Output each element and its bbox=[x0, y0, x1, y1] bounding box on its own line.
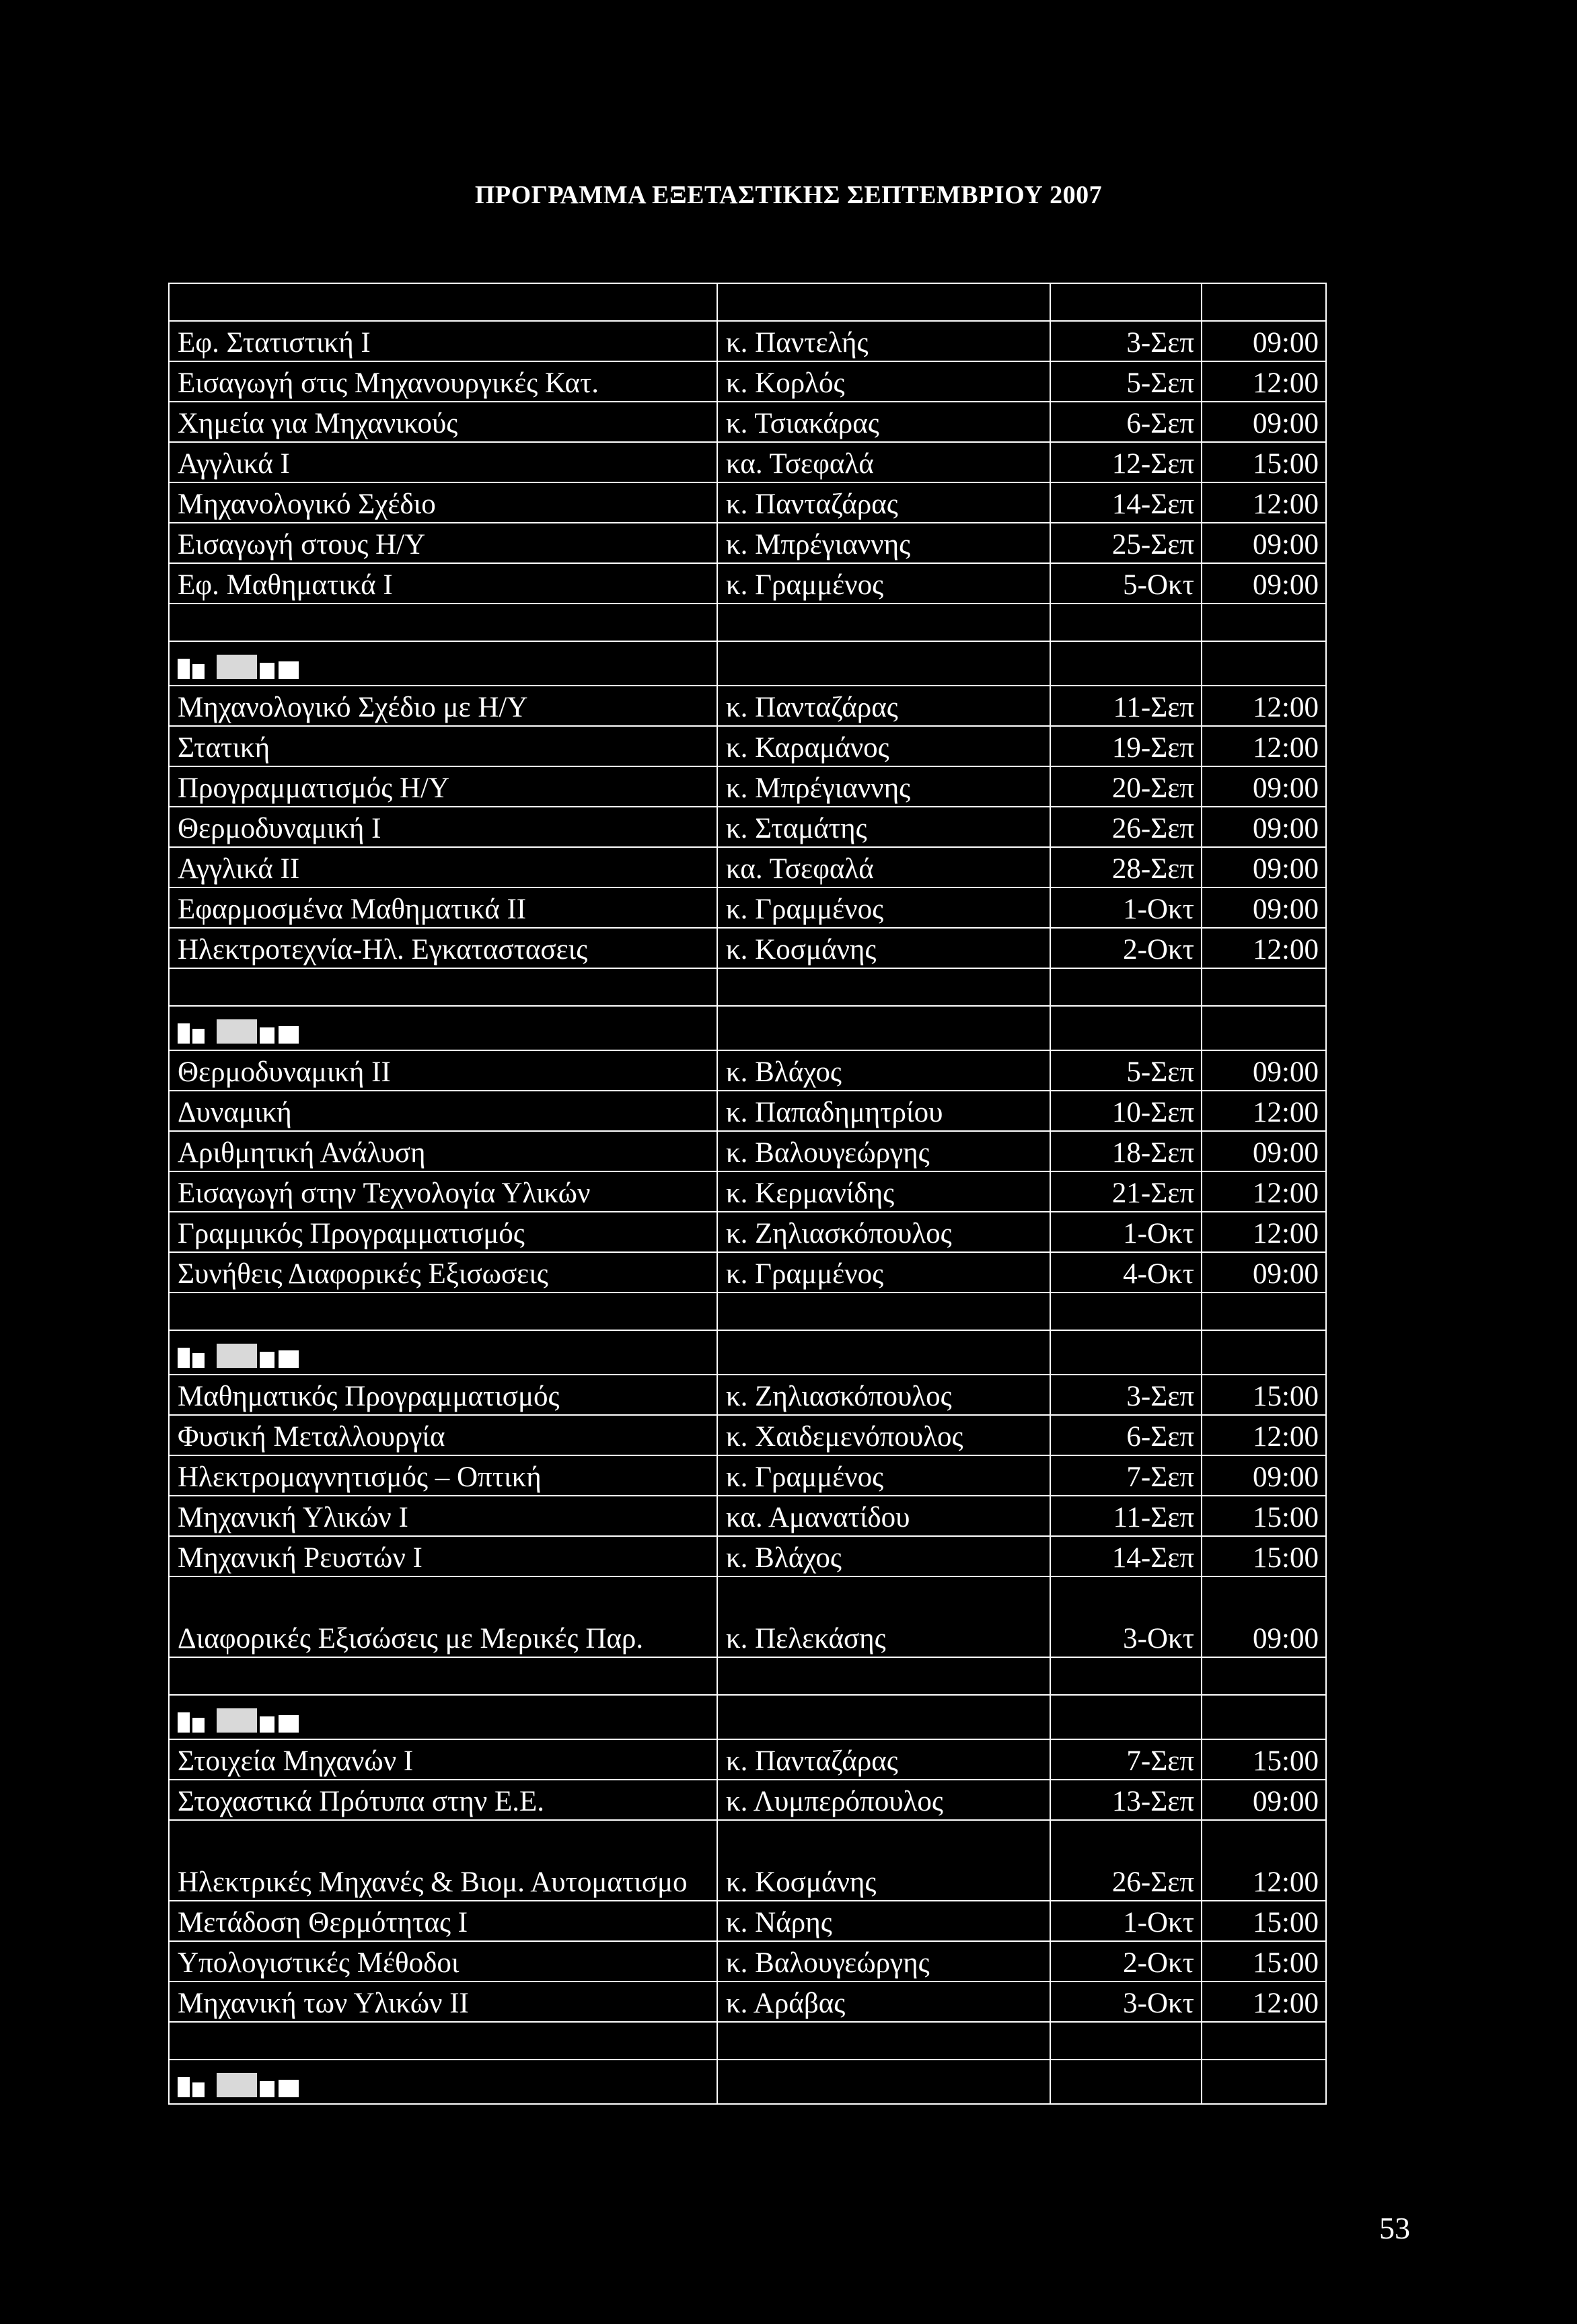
section-spacer-row bbox=[169, 1657, 1326, 1695]
exam-time: 12:00 bbox=[1202, 1820, 1326, 1901]
semester-header-cell bbox=[169, 1006, 717, 1050]
course-name: Χημεία για Μηχανικούς bbox=[169, 402, 717, 442]
exam-date: 14-Σεπ bbox=[1050, 1536, 1202, 1576]
exam-row bbox=[169, 1820, 1326, 1901]
empty-cell bbox=[1050, 1006, 1202, 1050]
professor-name: κ. Πανταζάρας bbox=[717, 686, 1050, 726]
exam-date: 18-Σεπ bbox=[1050, 1131, 1202, 1171]
exam-time: 12:00 bbox=[1202, 1982, 1326, 2022]
page-title: ΠΡΟΓΡΑΜΜΑ ΕΞΕΤΑΣΤΙΚΗΣ ΣΕΠΤΕΜΒΡΙΟΥ 2007 bbox=[474, 181, 1103, 209]
empty-cell bbox=[1202, 641, 1326, 686]
exam-row bbox=[169, 361, 1326, 402]
semester-heading-mark bbox=[178, 2073, 301, 2097]
exam-date: 25-Σεπ bbox=[1050, 523, 1202, 563]
empty-cell bbox=[717, 1006, 1050, 1050]
exam-date: 7-Σεπ bbox=[1050, 1739, 1202, 1780]
empty-cell bbox=[1050, 2022, 1202, 2060]
exam-time: 12:00 bbox=[1202, 1091, 1326, 1131]
section-spacer-row bbox=[169, 968, 1326, 1006]
exam-row bbox=[169, 847, 1326, 887]
exam-row bbox=[169, 1982, 1326, 2022]
exam-row bbox=[169, 321, 1326, 361]
exam-time: 09:00 bbox=[1202, 1131, 1326, 1171]
exam-date: 1-Οκτ bbox=[1050, 1212, 1202, 1252]
professor-name: κ. Βλάχος bbox=[717, 1050, 1050, 1091]
professor-name: κ. Ζηλιασκόπουλος bbox=[717, 1212, 1050, 1252]
course-name: Εισαγωγή στην Τεχνολογία Υλικών bbox=[169, 1171, 717, 1212]
exam-row bbox=[169, 1375, 1326, 1415]
semester-header-row bbox=[169, 1006, 1326, 1050]
exam-date: 5-Σεπ bbox=[1050, 361, 1202, 402]
exam-date: 3-Σεπ bbox=[1050, 321, 1202, 361]
course-name: Μηχανική των Υλικών ΙΙ bbox=[169, 1982, 717, 2022]
exam-schedule-table bbox=[168, 283, 1327, 2105]
section-spacer-row bbox=[169, 604, 1326, 641]
exam-row bbox=[169, 1901, 1326, 1941]
professor-name: κ. Πελεκάσης bbox=[717, 1576, 1050, 1657]
exam-time: 12:00 bbox=[1202, 686, 1326, 726]
empty-cell bbox=[1202, 1006, 1326, 1050]
empty-cell bbox=[1050, 604, 1202, 641]
course-name: Μαθηματικός Προγραμματισμός bbox=[169, 1375, 717, 1415]
exam-time: 09:00 bbox=[1202, 523, 1326, 563]
exam-row bbox=[169, 1415, 1326, 1455]
exam-row bbox=[169, 1050, 1326, 1091]
exam-time: 09:00 bbox=[1202, 847, 1326, 887]
exam-time: 12:00 bbox=[1202, 928, 1326, 968]
course-name: Θερμοδυναμική ΙΙ bbox=[169, 1050, 717, 1091]
exam-date: 26-Σεπ bbox=[1050, 1820, 1202, 1901]
course-name: Ηλεκτροτεχνία-Ηλ. Εγκαταστασεις bbox=[169, 928, 717, 968]
exam-time: 09:00 bbox=[1202, 766, 1326, 807]
empty-cell bbox=[717, 1293, 1050, 1330]
empty-cell bbox=[1050, 1293, 1202, 1330]
professor-name: κ. Κερμανίδης bbox=[717, 1171, 1050, 1212]
professor-name: κ. Μπρέγιαννης bbox=[717, 766, 1050, 807]
empty-cell bbox=[1050, 2060, 1202, 2104]
empty-cell bbox=[717, 1657, 1050, 1695]
empty-cell bbox=[169, 1657, 717, 1695]
exam-date: 20-Σεπ bbox=[1050, 766, 1202, 807]
empty-cell bbox=[1050, 968, 1202, 1006]
semester-heading-mark bbox=[178, 655, 301, 679]
empty-cell bbox=[1202, 1657, 1326, 1695]
empty-cell bbox=[1050, 1330, 1202, 1375]
exam-date: 11-Σεπ bbox=[1050, 1496, 1202, 1536]
empty-cell bbox=[1202, 1330, 1326, 1375]
empty-cell bbox=[717, 2022, 1050, 2060]
exam-date: 1-Οκτ bbox=[1050, 887, 1202, 928]
semester-heading-mark bbox=[178, 1344, 301, 1368]
semester-header-row bbox=[169, 2060, 1326, 2104]
exam-date: 6-Σεπ bbox=[1050, 1415, 1202, 1455]
course-name: Συνήθεις Διαφορικές Εξισωσεις bbox=[169, 1252, 717, 1293]
course-name: Μηχανική Ρευστών Ι bbox=[169, 1536, 717, 1576]
exam-time: 15:00 bbox=[1202, 442, 1326, 482]
course-name: Στοχαστικά Πρότυπα στην Ε.Ε. bbox=[169, 1780, 717, 1820]
exam-date: 3-Οκτ bbox=[1050, 1576, 1202, 1657]
professor-name: κ. Κορλός bbox=[717, 361, 1050, 402]
empty-cell bbox=[1202, 1695, 1326, 1739]
exam-date: 28-Σεπ bbox=[1050, 847, 1202, 887]
semester-header-row bbox=[169, 641, 1326, 686]
exam-date: 2-Οκτ bbox=[1050, 1941, 1202, 1982]
semester-header-cell bbox=[169, 2060, 717, 2104]
exam-row bbox=[169, 523, 1326, 563]
section-spacer-row bbox=[169, 283, 1326, 321]
course-name: Μηχανική Υλικών Ι bbox=[169, 1496, 717, 1536]
section-spacer-row bbox=[169, 2022, 1326, 2060]
exam-row bbox=[169, 1576, 1326, 1657]
course-name: Εφ. Στατιστική Ι bbox=[169, 321, 717, 361]
course-name: Ηλεκτρομαγνητισμός – Οπτική bbox=[169, 1455, 717, 1496]
empty-cell bbox=[1202, 968, 1326, 1006]
exam-row bbox=[169, 726, 1326, 766]
exam-time: 12:00 bbox=[1202, 1415, 1326, 1455]
exam-date: 4-Οκτ bbox=[1050, 1252, 1202, 1293]
course-name: Μηχανολογικό Σχέδιο με Η/Υ bbox=[169, 686, 717, 726]
exam-schedule-body bbox=[169, 283, 1326, 2104]
page-number: 53 bbox=[1379, 2211, 1410, 2245]
course-name: Αγγλικά ΙΙ bbox=[169, 847, 717, 887]
professor-name: κ. Γραμμένος bbox=[717, 1252, 1050, 1293]
exam-date: 7-Σεπ bbox=[1050, 1455, 1202, 1496]
professor-name: κ. Κοσμάνης bbox=[717, 928, 1050, 968]
section-spacer-row bbox=[169, 1293, 1326, 1330]
course-name: Στατική bbox=[169, 726, 717, 766]
exam-time: 15:00 bbox=[1202, 1496, 1326, 1536]
exam-time: 09:00 bbox=[1202, 1780, 1326, 1820]
course-name: Δυναμική bbox=[169, 1091, 717, 1131]
professor-name: κα. Τσεφαλά bbox=[717, 847, 1050, 887]
exam-time: 09:00 bbox=[1202, 321, 1326, 361]
exam-date: 19-Σεπ bbox=[1050, 726, 1202, 766]
exam-row bbox=[169, 1171, 1326, 1212]
professor-name: κ. Πανταζάρας bbox=[717, 482, 1050, 523]
course-name: Διαφορικές Εξισώσεις με Μερικές Παρ. bbox=[169, 1576, 717, 1657]
exam-row bbox=[169, 928, 1326, 968]
semester-heading-mark bbox=[178, 1708, 301, 1733]
empty-cell bbox=[169, 283, 717, 321]
exam-row bbox=[169, 1131, 1326, 1171]
course-name: Στοιχεία Μηχανών Ι bbox=[169, 1739, 717, 1780]
empty-cell bbox=[1202, 2060, 1326, 2104]
empty-cell bbox=[717, 968, 1050, 1006]
exam-row bbox=[169, 766, 1326, 807]
empty-cell bbox=[1050, 1657, 1202, 1695]
course-name: Εισαγωγή στους Η/Υ bbox=[169, 523, 717, 563]
exam-date: 5-Οκτ bbox=[1050, 563, 1202, 604]
exam-date: 10-Σεπ bbox=[1050, 1091, 1202, 1131]
exam-row bbox=[169, 1941, 1326, 1982]
exam-row bbox=[169, 1739, 1326, 1780]
exam-date: 11-Σεπ bbox=[1050, 686, 1202, 726]
exam-date: 3-Σεπ bbox=[1050, 1375, 1202, 1415]
course-name: Αριθμητική Ανάλυση bbox=[169, 1131, 717, 1171]
exam-time: 12:00 bbox=[1202, 361, 1326, 402]
course-name: Αγγλικά Ι bbox=[169, 442, 717, 482]
professor-name: κ. Χαιδεμενόπουλος bbox=[717, 1415, 1050, 1455]
professor-name: κ. Γραμμένος bbox=[717, 1455, 1050, 1496]
empty-cell bbox=[1050, 641, 1202, 686]
professor-name: κ. Καραμάνος bbox=[717, 726, 1050, 766]
empty-cell bbox=[717, 1695, 1050, 1739]
professor-name: κ. Σταμάτης bbox=[717, 807, 1050, 847]
exam-row bbox=[169, 1212, 1326, 1252]
exam-date: 21-Σεπ bbox=[1050, 1171, 1202, 1212]
empty-cell bbox=[717, 283, 1050, 321]
professor-name: κ. Ζηλιασκόπουλος bbox=[717, 1375, 1050, 1415]
empty-cell bbox=[1050, 1695, 1202, 1739]
course-name: Μηχανολογικό Σχέδιο bbox=[169, 482, 717, 523]
exam-time: 09:00 bbox=[1202, 563, 1326, 604]
course-name: Φυσική Μεταλλουργία bbox=[169, 1415, 717, 1455]
exam-date: 5-Σεπ bbox=[1050, 1050, 1202, 1091]
empty-cell bbox=[169, 604, 717, 641]
professor-name: κ. Τσιακάρας bbox=[717, 402, 1050, 442]
course-name: Ηλεκτρικές Μηχανές & Βιομ. Αυτοματισμο bbox=[169, 1820, 717, 1901]
professor-name: κ. Βαλουγεώργης bbox=[717, 1941, 1050, 1982]
professor-name: κ. Μπρέγιαννης bbox=[717, 523, 1050, 563]
professor-name: κ. Παπαδημητρίου bbox=[717, 1091, 1050, 1131]
exam-time: 09:00 bbox=[1202, 887, 1326, 928]
exam-date: 1-Οκτ bbox=[1050, 1901, 1202, 1941]
exam-time: 15:00 bbox=[1202, 1739, 1326, 1780]
exam-row bbox=[169, 1780, 1326, 1820]
course-name: Εφ. Μαθηματικά Ι bbox=[169, 563, 717, 604]
exam-date: 2-Οκτ bbox=[1050, 928, 1202, 968]
exam-row bbox=[169, 1496, 1326, 1536]
empty-cell bbox=[717, 604, 1050, 641]
exam-date: 14-Σεπ bbox=[1050, 482, 1202, 523]
professor-name: κ. Παντελής bbox=[717, 321, 1050, 361]
professor-name: κ. Αράβας bbox=[717, 1982, 1050, 2022]
empty-cell bbox=[1202, 283, 1326, 321]
exam-row bbox=[169, 1536, 1326, 1576]
exam-row bbox=[169, 1252, 1326, 1293]
exam-row bbox=[169, 1455, 1326, 1496]
professor-name: κ. Βαλουγεώργης bbox=[717, 1131, 1050, 1171]
exam-row bbox=[169, 563, 1326, 604]
exam-time: 09:00 bbox=[1202, 402, 1326, 442]
exam-date: 3-Οκτ bbox=[1050, 1982, 1202, 2022]
professor-name: κ. Βλάχος bbox=[717, 1536, 1050, 1576]
exam-row bbox=[169, 442, 1326, 482]
exam-time: 15:00 bbox=[1202, 1375, 1326, 1415]
semester-heading-mark bbox=[178, 1019, 301, 1044]
exam-time: 12:00 bbox=[1202, 1171, 1326, 1212]
professor-name: κα. Τσεφαλά bbox=[717, 442, 1050, 482]
empty-cell bbox=[169, 1293, 717, 1330]
exam-time: 12:00 bbox=[1202, 1212, 1326, 1252]
course-name: Εφαρμοσμένα Μαθηματικά ΙΙ bbox=[169, 887, 717, 928]
empty-cell bbox=[717, 641, 1050, 686]
course-name: Υπολογιστικές Μέθοδοι bbox=[169, 1941, 717, 1982]
exam-time: 09:00 bbox=[1202, 1050, 1326, 1091]
exam-date: 12-Σεπ bbox=[1050, 442, 1202, 482]
exam-time: 09:00 bbox=[1202, 807, 1326, 847]
exam-time: 09:00 bbox=[1202, 1576, 1326, 1657]
course-name: Μετάδοση Θερμότητας Ι bbox=[169, 1901, 717, 1941]
exam-time: 09:00 bbox=[1202, 1455, 1326, 1496]
professor-name: κ. Γραμμένος bbox=[717, 563, 1050, 604]
exam-row bbox=[169, 402, 1326, 442]
professor-name: κα. Αμανατίδου bbox=[717, 1496, 1050, 1536]
empty-cell bbox=[717, 1330, 1050, 1375]
semester-header-row bbox=[169, 1695, 1326, 1739]
exam-date: 13-Σεπ bbox=[1050, 1780, 1202, 1820]
exam-time: 15:00 bbox=[1202, 1901, 1326, 1941]
course-name: Προγραμματισμός Η/Υ bbox=[169, 766, 717, 807]
empty-cell bbox=[1202, 1293, 1326, 1330]
empty-cell bbox=[169, 968, 717, 1006]
exam-time: 12:00 bbox=[1202, 482, 1326, 523]
exam-row bbox=[169, 686, 1326, 726]
exam-time: 15:00 bbox=[1202, 1941, 1326, 1982]
exam-row bbox=[169, 887, 1326, 928]
empty-cell bbox=[1202, 2022, 1326, 2060]
course-name: Θερμοδυναμική Ι bbox=[169, 807, 717, 847]
course-name: Εισαγωγή στις Μηχανουργικές Κατ. bbox=[169, 361, 717, 402]
exam-row bbox=[169, 807, 1326, 847]
empty-cell bbox=[717, 2060, 1050, 2104]
exam-time: 15:00 bbox=[1202, 1536, 1326, 1576]
professor-name: κ. Κοσμάνης bbox=[717, 1820, 1050, 1901]
semester-header-cell bbox=[169, 1330, 717, 1375]
exam-row bbox=[169, 482, 1326, 523]
empty-cell bbox=[169, 2022, 717, 2060]
exam-date: 6-Σεπ bbox=[1050, 402, 1202, 442]
semester-header-cell bbox=[169, 641, 717, 686]
professor-name: κ. Γραμμένος bbox=[717, 887, 1050, 928]
exam-time: 09:00 bbox=[1202, 1252, 1326, 1293]
exam-row bbox=[169, 1091, 1326, 1131]
empty-cell bbox=[1202, 604, 1326, 641]
semester-header-row bbox=[169, 1330, 1326, 1375]
professor-name: κ. Λυμπερόπουλος bbox=[717, 1780, 1050, 1820]
empty-cell bbox=[1050, 283, 1202, 321]
course-name: Γραμμικός Προγραμματισμός bbox=[169, 1212, 717, 1252]
exam-time: 12:00 bbox=[1202, 726, 1326, 766]
professor-name: κ. Νάρης bbox=[717, 1901, 1050, 1941]
exam-date: 26-Σεπ bbox=[1050, 807, 1202, 847]
professor-name: κ. Πανταζάρας bbox=[717, 1739, 1050, 1780]
semester-header-cell bbox=[169, 1695, 717, 1739]
